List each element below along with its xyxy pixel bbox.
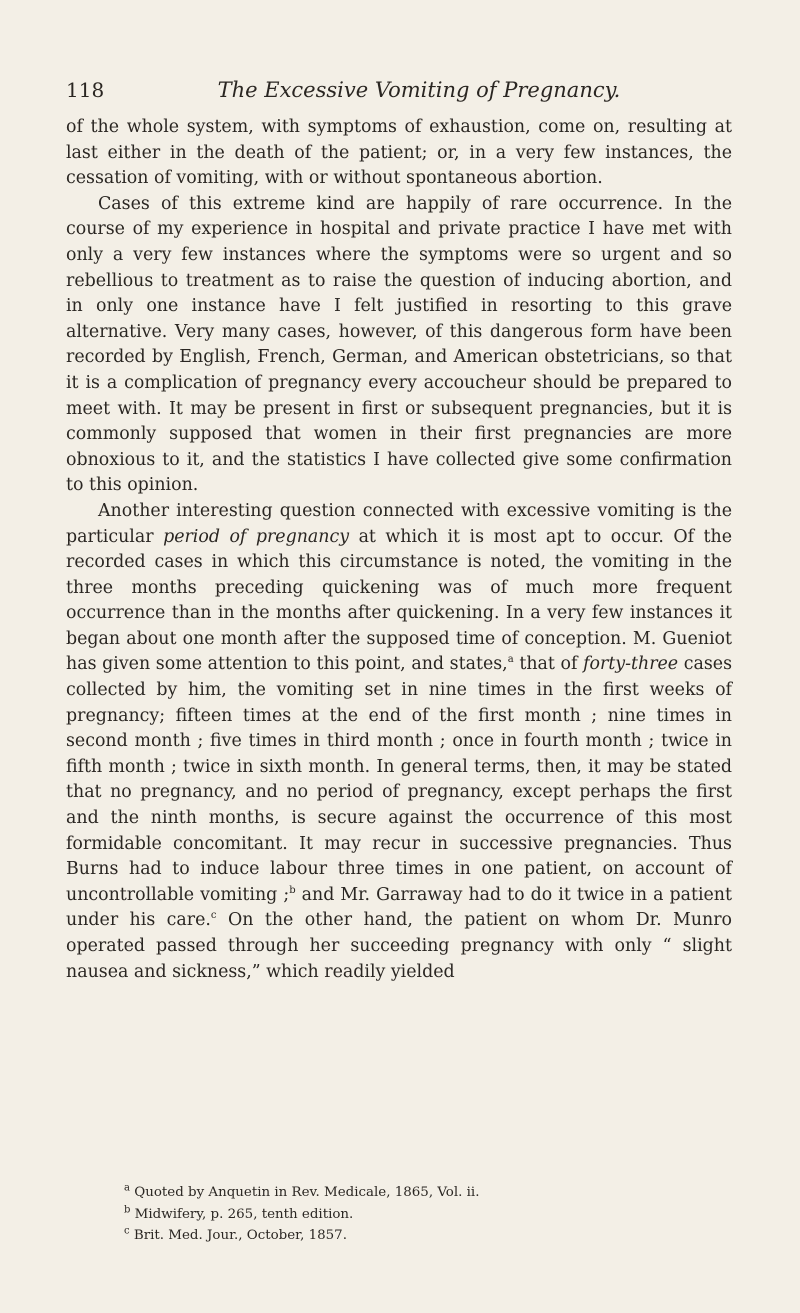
page-header [66, 78, 732, 112]
footnote-text: Quoted by Anquetin in Rev. Medicale, 1865, Vol. ii. [134, 1185, 480, 1200]
p3-text-c: at which it is most apt to occur. Of the recorded cases in which this circumstance is noted, the vomiting in the three months preceding quickening was of much more frequent occurrence than in the months after quickening. In a very few instances it began about one month after the supposed time of conception. M. Gueniot has given some attention to this point, and states, [66, 526, 733, 675]
footnotes [66, 1182, 732, 1247]
footnote-mark: b [124, 1204, 131, 1216]
paragraph-1: of the whole system, with symptoms of exhaustion, come on, resulting at last either in the death of the patient; or, in a very few instances, the cessation of vomiting, with or without spontaneous abortion. [66, 117, 732, 189]
paragraph-3 [66, 499, 732, 985]
footnote-mark: c [124, 1225, 130, 1237]
running-title: The Excessive Vomiting of Pregnancy. [217, 78, 621, 102]
paragraph-2: Cases of this extreme kind are happily of rare occurrence. In the course of my experience in hospital and private practice I have met with only a very few instances where the symptoms were so urgent and so rebellious to treatment as to raise the question of inducing abortion, and in only one instance have I felt justified in resorting to this grave alternative. Very many cases, however, of this dangerous form have been recorded by English, French, German, and American obstetricians, so that it is a complication of pregnancy every accoucheur should be prepared to meet with. It may be present in first or subsequent pregnancies, but it is commonly supposed that women in their first pregnancies are more obnoxious to it, and the statistics I have collected give some confirmation to this opinion. [66, 193, 732, 496]
p3-italic-period: period of pregnancy [163, 526, 350, 547]
footnote-text: Midwifery, p. 265, tenth edition. [134, 1206, 354, 1222]
footnote-c [66, 1225, 732, 1247]
footnote-ref-c: c [210, 910, 217, 922]
footnote-mark: a [124, 1182, 130, 1194]
footnote-a [66, 1182, 732, 1204]
footnote-ref-b: b [289, 885, 296, 897]
footnote-b [66, 1204, 732, 1226]
footnote-text: Brit. Med. Jour., October, 1857. [133, 1228, 347, 1243]
p3-text-g: and Mr. Garraway had to do it twice in a patient under his care. [66, 884, 732, 931]
p3-italic-forty-three: forty-three [583, 654, 679, 675]
footnote-ref-a: a [507, 654, 514, 666]
p3-text-f: cases collected by him, the vomiting set in nine times in the first weeks of pregnancy; fifteen times at the end of the first month ; nine times in second month ; five times in third month ; once in fourth month ; twice in fifth month ; twice in sixth month. In general terms, then, it may be stated that no pregnancy, and no period of pregnancy, except perhaps the first and the ninth months, is secure against the occurrence of this most formidable concomitant. It may recur in successive pregnancies. Thus Burns had to induce labour three times in one patient, on account of uncontrollable vomiting ; [66, 654, 732, 905]
page-number: 118 [66, 78, 105, 102]
p3-text-a: Another interesting question connected with excessive vomiting is the particular [66, 500, 732, 547]
body-text [66, 115, 732, 985]
p3-text-h: On the other hand, the patient on whom Dr. Munro operated passed through her succeeding pregnancy with only “ slight nausea and sickness,” which readily yielded [66, 910, 733, 982]
p3-text-d: that of [519, 654, 578, 675]
